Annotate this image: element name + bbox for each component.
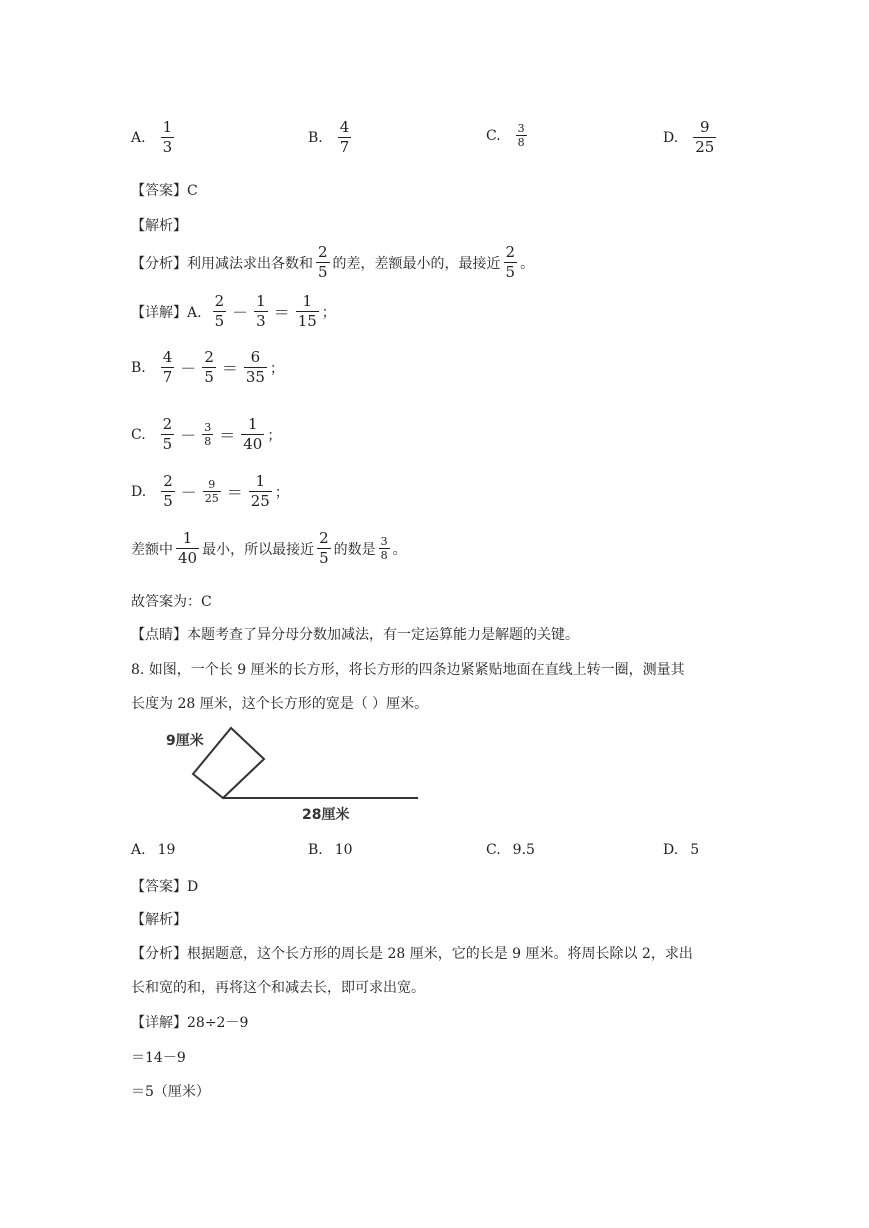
detail-label: B. (131, 359, 146, 376)
detail-line: ＝5（厘米） (131, 1084, 210, 1100)
option-letter: D. (663, 129, 679, 146)
option-a (131, 118, 177, 157)
calc-line-c (131, 415, 281, 454)
conclusion-line (131, 529, 407, 568)
answer-line: 【答案】C (131, 183, 198, 199)
detail-label: C. (131, 426, 146, 443)
option-c (486, 842, 535, 858)
option-fraction: $\frac{9}{25}$ (695, 118, 715, 156)
question-8-text: 8. 如图，一个长 9 厘米的长方形，将长方形的四条边紧紧贴地面在直线上转一圈，测量其 (131, 662, 685, 678)
option-c (486, 122, 530, 149)
fraction: $\frac{1}{40}$ (178, 529, 198, 567)
analysis-text: 【分析】根据题意，这个长方形的周长是 28 厘米，它的长是 9 厘米。将周长除以 2，求出 (131, 946, 693, 962)
analysis-text: 的差，差额最小的，最接近 (332, 255, 501, 272)
detail-line: 【详解】28÷2－9 (131, 1015, 249, 1031)
option-value: 5 (690, 842, 700, 858)
base-label: 28厘米 (302, 807, 350, 823)
minus-sign: － (180, 359, 197, 378)
option-letter: C. (486, 842, 501, 858)
option-letter: C. (486, 127, 501, 144)
fraction: $\frac{1}{25}$ (250, 472, 270, 510)
fraction: $\frac{4}{7}$ (162, 348, 173, 386)
option-letter: B. (308, 129, 323, 146)
conclusion-text: 。 (392, 541, 407, 558)
option-b (308, 842, 353, 858)
conclusion-text: 差额中 (131, 541, 173, 558)
option-value: 10 (334, 842, 353, 858)
fraction: $\frac{2}{5}$ (162, 415, 173, 453)
fraction: $\frac{3}{8}$ (204, 421, 212, 448)
option-value: 19 (157, 842, 176, 858)
detail-label: 【详解】A. (131, 304, 202, 321)
option-letter: D. (663, 842, 679, 858)
fraction: $\frac{2}{5}$ (214, 292, 225, 330)
analysis-text: 。 (520, 255, 535, 272)
option-a (131, 842, 175, 858)
fraction: $\frac{9}{25}$ (204, 478, 219, 505)
fraction: $\frac{3}{8}$ (380, 535, 388, 562)
semicolon: ； (267, 427, 282, 444)
minus-sign: － (180, 483, 197, 502)
final-answer: 故答案为：C (131, 594, 212, 610)
equals-sign: ＝ (221, 359, 238, 378)
option-d (663, 842, 699, 858)
question-8-text: 长度为 28 厘米，这个长方形的宽是（ ）厘米。 (131, 696, 429, 712)
equals-sign: ＝ (219, 426, 236, 445)
fraction: $\frac{2}{5}$ (204, 348, 214, 386)
option-d (663, 118, 719, 157)
analysis-text: 长和宽的和，再将这个和减去长，即可求出宽。 (131, 980, 425, 996)
fraction: $\frac{2}{5}$ (319, 529, 329, 567)
conclusion-text: 最小，所以最接近 (202, 541, 315, 558)
comment-line: 【点睛】本题考查了异分母分数加减法，有一定运算能力是解题的关键。 (131, 627, 579, 643)
fraction: $\frac{1}{40}$ (243, 415, 263, 453)
fraction: $\frac{1}{15}$ (297, 292, 317, 330)
option-b (308, 118, 354, 157)
option-fraction: $\frac{4}{7}$ (339, 118, 350, 156)
calc-line-b (131, 348, 284, 387)
fraction: $\frac{2}{5}$ (318, 243, 328, 281)
equals-sign: ＝ (226, 483, 243, 502)
option-fraction: $\frac{3}{8}$ (517, 122, 525, 149)
option-letter: A. (131, 129, 146, 146)
option-letter: B. (308, 842, 323, 858)
semicolon: ； (274, 484, 289, 501)
calc-line-d (131, 472, 289, 511)
option-letter: A. (131, 842, 146, 858)
fraction: $\frac{1}{3}$ (256, 292, 266, 330)
analysis-heading: 【解析】 (131, 912, 187, 928)
option-fraction: $\frac{1}{3}$ (162, 118, 173, 156)
detail-label: D. (131, 483, 147, 500)
answer-line: 【答案】D (131, 879, 199, 895)
fraction: $\frac{2}{5}$ (163, 472, 173, 510)
analysis-heading: 【解析】 (131, 218, 187, 234)
semicolon: ； (269, 360, 284, 377)
conclusion-text: 的数是 (333, 541, 376, 558)
detail-line: ＝14－9 (131, 1050, 186, 1066)
equals-sign: ＝ (273, 303, 290, 322)
fraction: $\frac{6}{35}$ (245, 348, 265, 386)
analysis-text: 【分析】利用减法求出各数和 (131, 255, 313, 272)
semicolon: ； (321, 304, 336, 321)
minus-sign: － (232, 303, 249, 322)
fraction: $\frac{2}{5}$ (505, 243, 516, 281)
side-label: 9厘米 (166, 733, 204, 749)
minus-sign: － (180, 426, 197, 445)
analysis-line (131, 243, 534, 282)
calc-line-a (131, 292, 336, 331)
option-value: 9.5 (512, 842, 535, 858)
rectangle-figure (160, 722, 430, 830)
